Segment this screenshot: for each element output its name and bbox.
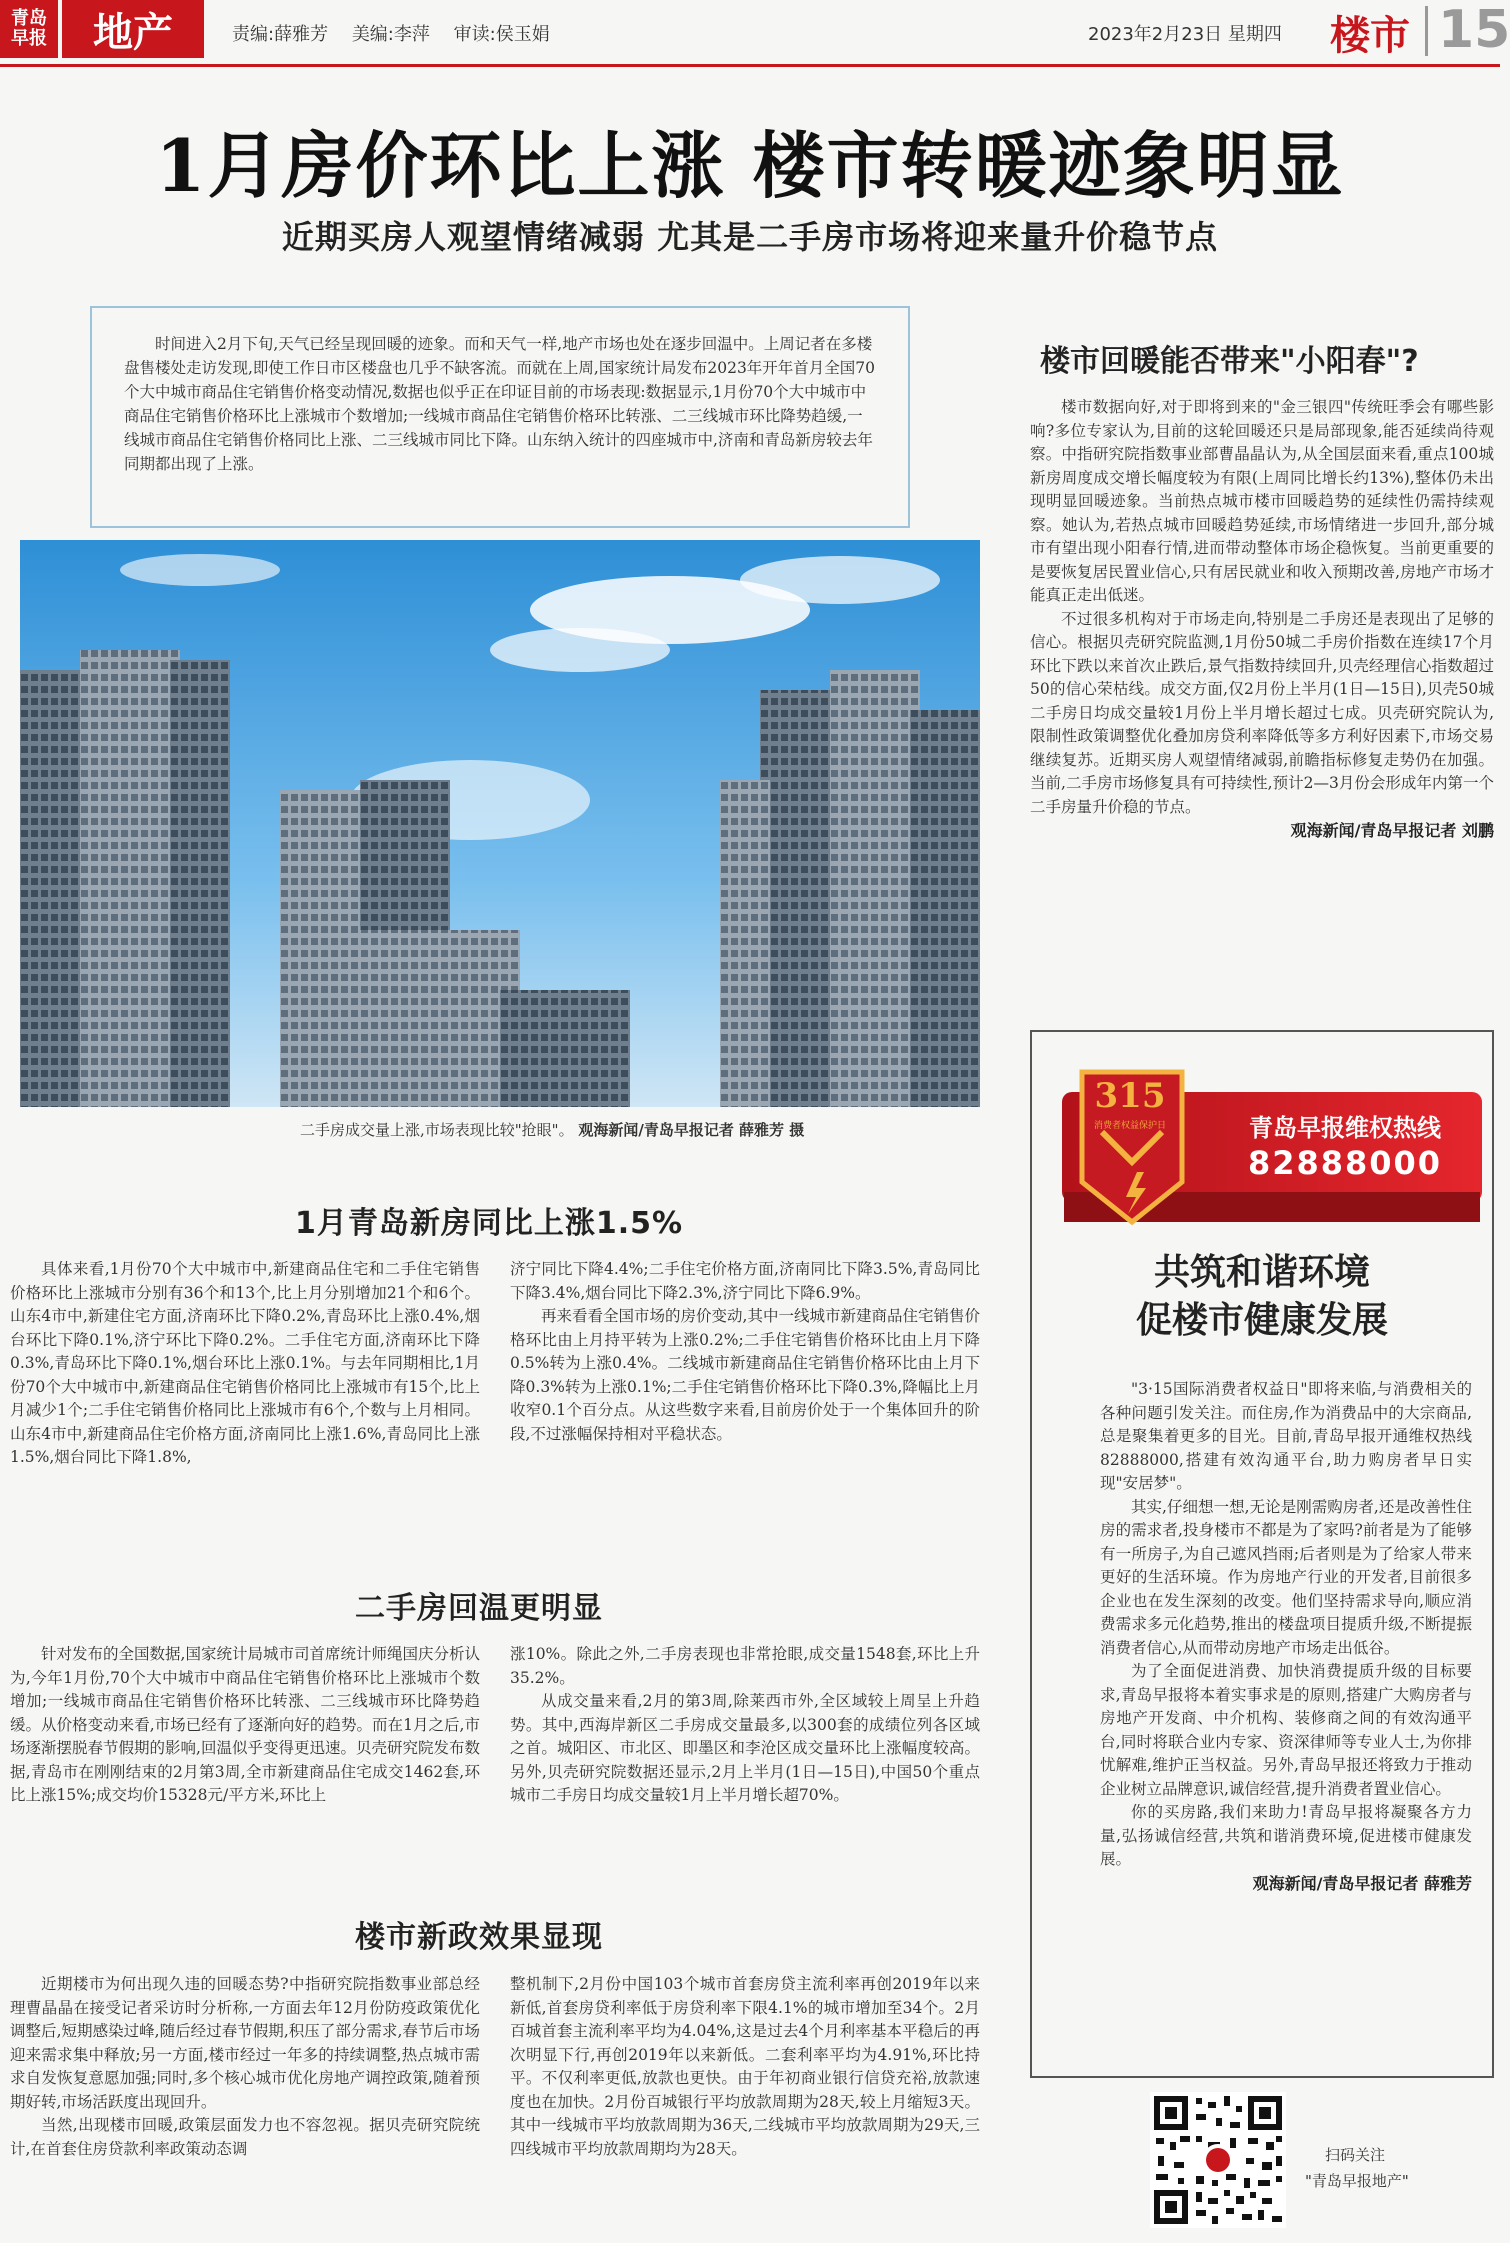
qr-caption-line1: 扫码关注	[1325, 2146, 1386, 2164]
divider	[1425, 6, 1428, 56]
section2-left-column	[10, 1643, 480, 1808]
designer: 美编:李萍	[351, 24, 430, 45]
paragraph: 涨10%。除此之外,二手房表现也非常抢眼,成交量1548套,环比上升35.2%。	[510, 1645, 980, 1687]
headline: 1月房价环比上涨 楼市转暖迹象明显	[155, 123, 1345, 208]
ad-title	[1030, 1248, 1494, 1344]
section-name: 楼市	[1330, 12, 1410, 59]
subheadline: 近期买房人观望情绪减弱 尤其是二手房市场将迎来量升价稳节点	[281, 218, 1219, 256]
section1-title: 1月青岛新房同比上涨1.5%	[295, 1206, 684, 1241]
section2-title: 二手房回温更明显	[355, 1591, 603, 1626]
sidebar-byline: 观海新闻/青岛早报记者 刘鹏	[1290, 821, 1494, 840]
intro-box: 时间进入2月下旬,天气已经呈现回暖的迹象。而和天气一样,地产市场也处在逐步回温中。上周记者在多楼盘售楼处走访发现,即使工作日市区楼盘也几乎不缺客流。而就在上周,国家统计局发布2023年开年首月全国70个大中城市商品住宅销售价格变动情况,数据也似乎正在印证目前的市场表现:数据显示,1月份70个大中城市中商品住宅销售价格环比上涨城市个数增加;一线城市商品住宅销售价格环比转涨、二三线城市环比降势趋缓,一线城市商品住宅销售价格同比上涨、二三线城市同比下降。山东纳入统计的四座城市中,济南和青岛新房较去年同期都出现了上涨。	[90, 306, 910, 528]
building-photo	[20, 540, 980, 1107]
caption-credit: 观海新闻/青岛早报记者 薛雅芳 摄	[578, 1121, 805, 1139]
paragraph: 当然,出现楼市回暖,政策层面发力也不容忽视。据贝壳研究院统计,在首套住房贷款利率政策动态调	[10, 2116, 480, 2158]
qr-caption-line2: "青岛早报地产"	[1305, 2172, 1409, 2190]
ad-body	[1100, 1378, 1472, 1895]
qr-code-graphic	[1150, 2092, 1286, 2228]
paragraph: 不过很多机构对于市场走向,特别是二手房还是表现出了足够的信心。根据贝壳研究院监测,1月份50城二手房价指数在连续17个月环比下跌以来首次止跌后,景气指数持续回升,贝壳经理信心指数超过50的信心荣枯线。成交方面,仅2月份上半月(1日—15日),贝壳50城二手房日均成交量较1月份上半月增长超过七成。贝壳研究院认为,限制性政策调整优化叠加房贷利率降低等多方利好因素下,市场交易继续复苏。近期买房人观望情绪减弱,前瞻指标修复走势仍在加强。当前,二手房市场修复具有可持续性,预计2—3月份会形成年内第一个二手房量升价稳的节点。	[1030, 609, 1494, 816]
qr-code[interactable]	[1150, 2092, 1286, 2228]
header-rule	[0, 64, 1500, 67]
badge-number: 315	[1094, 1076, 1166, 1116]
editor: 责编:薛雅芳	[232, 24, 329, 45]
section1-left-column	[10, 1258, 480, 1470]
paragraph: 为了全面促进消费、加快消费提质升级的目标要求,青岛早报将本着实事求是的原则,搭建广大购房者与房地产开发商、中介机构、装修商之间的有效沟通平台,同时将联合业内专家、资深律师等专业人士,为你排忧解难,维护正当权益。另外,青岛早报还将致力于推动企业树立品牌意识,诚信经营,提升消费者置业信心。	[1100, 1662, 1472, 1798]
paragraph: 其实,仔细想一想,无论是刚需购房者,还是改善性住房的需求者,投身楼市不都是为了家吗?前者是为了能够有一所房子,为自己遮风挡雨;后者则是为了给家人带来更好的生活环境。作为房地产行业的开发者,目前很多企业也在发生深刻的改变。他们坚持需求导向,顺应消费需求多元化趋势,推出的楼盘项目提质升级,不断提振消费者信心,从而带动房地产市场走出低谷。	[1100, 1497, 1472, 1657]
paragraph: 针对发布的全国数据,国家统计局城市司首席统计师绳国庆分析认为,今年1月份,70个大中城市中商品住宅销售价格环比上涨城市个数增加;一线城市商品住宅销售价格环比转涨、二三线城市环比降势趋缓。从价格变动来看,市场已经有了逐渐向好的趋势。而在1月之后,市场逐渐摆脱春节假期的影响,回温似乎变得更迅速。贝壳研究院发布数据,青岛市在刚刚结束的2月第3周,全市新建商品住宅成交1462套,环比上涨15%;成交均价15328元/平方米,环比上	[10, 1645, 480, 1804]
paragraph: 济宁同比下降4.4%;二手住宅价格方面,济南同比下降3.5%,青岛同比下降3.4%,烟台同比下降2.3%,济宁同比下降6.9%。	[510, 1260, 980, 1302]
paragraph: 具体来看,1月份70个大中城市中,新建商品住宅和二手住宅销售价格环比上涨城市分别有36个和13个,比上月分别增加21个和6个。山东4市中,新建住宅方面,济南环比下降0.2%,青岛环比上涨0.4%,烟台环比下降0.1%,济宁环比下降0.2%。二手住宅方面,济南环比下降0.3%,青岛环比下降0.1%,烟台环比上涨0.1%。与去年同期相比,1月份70个大中城市中,新建商品住宅销售价格同比上涨城市有15个,比上月减少1个;二手住宅销售价格同比上涨城市有6个,个数与上月相同。山东4市中,新建商品住宅价格方面,济南同比上涨1.6%,青岛同比上涨1.5%,烟台同比下降1.8%,	[10, 1260, 480, 1466]
paragraph: 整机制下,2月份中国103个城市首套房贷主流利率再创2019年以来新低,首套房贷利率低于房贷利率下限4.1%的城市增加至34个。2月百城首套主流利率平均为4.04%,这是过去4个月利率基本平稳后的再次明显下行,再创2019年以来新低。二套利率平均为4.91%,环比持平。不仅利率更低,放款也更快。由于年初商业银行信贷充裕,放款速度也在加快。2月份百城银行平均放款周期为28天,较上月缩短3天。其中一线城市平均放款周期为36天,二线城市平均放款周期为29天,三四线城市平均放款周期均为28天。	[510, 1975, 980, 2158]
photo-caption	[300, 1119, 804, 1140]
page-number: 15	[1438, 0, 1510, 60]
paragraph: 近期楼市为何出现久违的回暖态势?中指研究院指数事业部总经理曹晶晶在接受记者采访时分析称,一方面去年12月份防疫政策优化调整后,短期感染过峰,随后经过春节假期,积压了部分需求,春节后市场迎来需求集中释放;另一方面,楼市经过一年多的持续调整,热点城市需求自发恢复意愿加强;同时,多个核心城市优化房地产调控政策,随着预期好转,市场活跃度出现回升。	[10, 1975, 480, 2111]
paragraph: 从成交量来看,2月的第3周,除莱西市外,全区域较上周呈上升趋势。其中,西海岸新区二手房成交量最多,以300套的成绩位列各区域之首。城阳区、市北区、即墨区和李沧区成交量环比上涨幅度较高。另外,贝壳研究院数据还显示,2月上半月(1日—15日),中国50个重点城市二手房日均成交量较1月上半月增长超70%。	[510, 1692, 980, 1804]
proofreader: 审读:侯玉娟	[453, 24, 550, 45]
paragraph: 楼市数据向好,对于即将到来的"金三银四"传统旺季会有哪些影响?多位专家认为,目前的这轮回暖还只是局部现象,能否延续尚待观察。中指研究院指数事业部曹晶晶认为,从全国层面来看,重点100城新房周度成交增长幅度较为有限(上周同比增长约13%),整体仍未出现明显回暖迹象。当前热点城市楼市回暖趋势的延续性仍需持续观察。她认为,若热点城市回暖趋势延续,市场情绪进一步回升,部分城市有望出现小阳春行情,进而带动整体市场企稳恢复。当前更重要的是要恢复居民置业信心,只有居民就业和收入预期改善,房地产市场才能真正走出低迷。	[1030, 398, 1494, 604]
section3-right-column	[510, 1973, 980, 2161]
ad-byline: 观海新闻/青岛早报记者 薛雅芳	[1252, 1873, 1472, 1893]
paragraph: 你的买房路,我们来助力!青岛早报将凝聚各方力量,弘扬诚信经营,共筑和谐消费环境,促进楼市健康发展。	[1100, 1803, 1472, 1868]
paragraph: "3·15国际消费者权益日"即将来临,与消费相关的各种问题引发关注。而住房,作为消费品中的大宗商品,总是聚集着更多的目光。目前,青岛早报开通维权热线82888000,搭建有效沟通平台,助力购房者早日实现"安居梦"。	[1100, 1380, 1472, 1492]
section3-title: 楼市新政效果显现	[355, 1920, 603, 1955]
section3-left-column	[10, 1973, 480, 2161]
newspaper-logo: 青岛早报	[0, 0, 58, 58]
ad-title-line2: 促楼市健康发展	[1135, 1299, 1388, 1341]
paragraph: 再来看看全国市场的房价变动,其中一线城市新建商品住宅销售价格环比由上月持平转为上涨0.2%;二手住宅销售价格环比由上月下降0.5%转为上涨0.4%。二线城市新建商品住宅销售价格环比由上月下降0.3%转为上涨0.1%;二手住宅销售价格环比下降0.3%,降幅比上月收窄0.1个百分点。从这些数字来看,目前房价处于一个集体回升的阶段,不过涨幅保持相对平稳状态。	[510, 1307, 980, 1443]
editor-credits	[232, 20, 568, 46]
section1-right-column	[510, 1258, 980, 1446]
caption-text: 二手房成交量上涨,市场表现比较"抢眼"。	[300, 1121, 574, 1139]
qr-caption	[1305, 2142, 1409, 2194]
sidebar-title: 楼市回暖能否带来"小阳春"?	[1040, 344, 1419, 379]
hotline-number: 82888000	[1247, 1144, 1443, 1182]
section-tag: 地产	[62, 0, 204, 58]
hotline-label: 青岛早报维权热线	[1249, 1114, 1441, 1142]
issue-date: 2023年2月23日 星期四	[1088, 24, 1282, 45]
sidebar-body	[1030, 396, 1494, 843]
badge-subtitle: 消费者权益保护日	[1093, 1121, 1166, 1131]
ad-title-line1: 共筑和谐环境	[1153, 1251, 1370, 1293]
section2-right-column	[510, 1643, 980, 1808]
apartment-towers-illustration	[20, 540, 980, 1107]
